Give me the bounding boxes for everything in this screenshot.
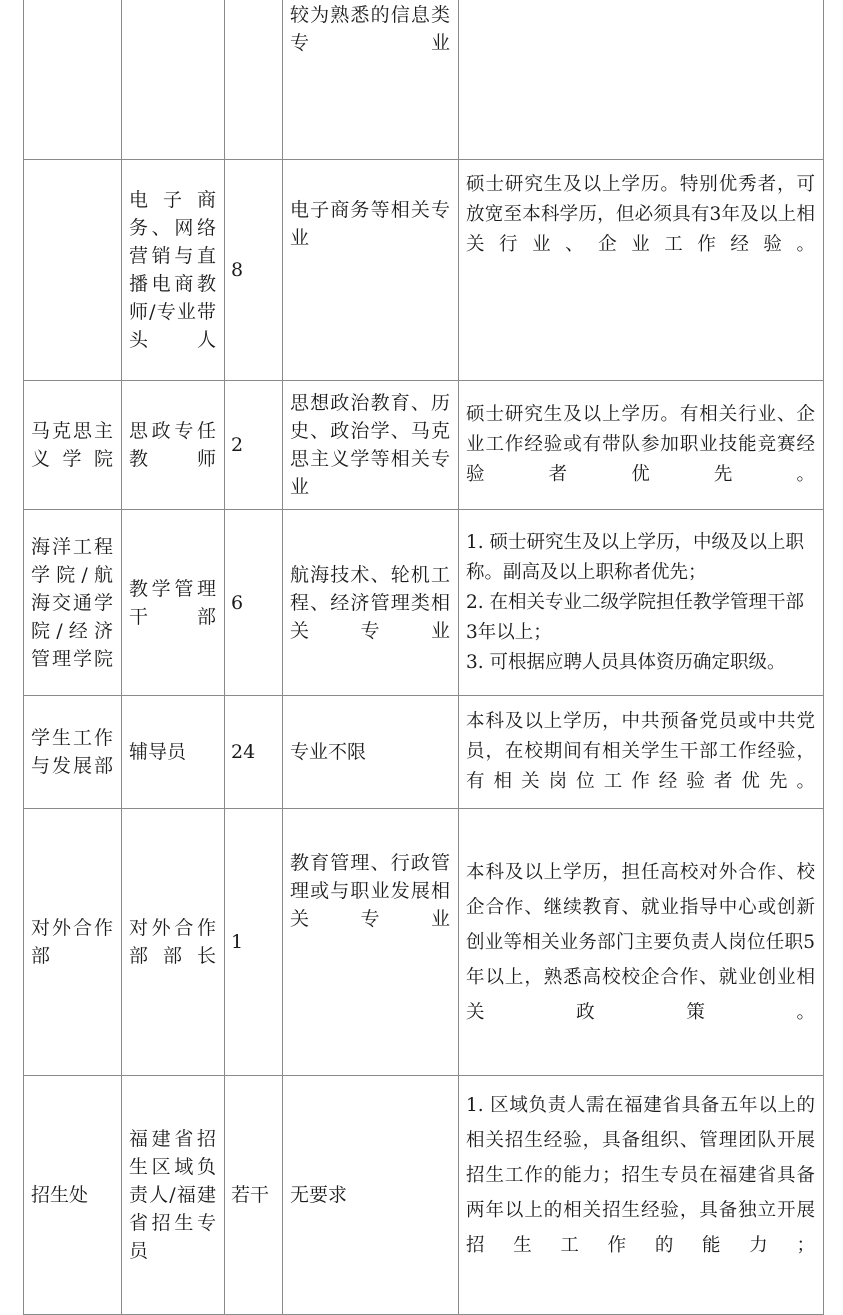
department-cell: 海洋工程学院/航海交通学院/经济管理学院 bbox=[24, 510, 122, 696]
major-cell: 思想政治教育、历史、政治学、马克思主义学等相关专业 bbox=[283, 381, 459, 510]
position-cell: 对外合作部部长 bbox=[122, 809, 225, 1076]
requirement-item: 3. 可根据应聘人员具体资历确定职级。 bbox=[466, 651, 786, 673]
department-cell bbox=[24, 160, 122, 381]
requirement-cell: 本科及以上学历，中共预备党员或中共党员，在校期间有相关学生干部工作经验，有相关岗位工作经验者优先。 bbox=[459, 696, 824, 809]
table-row bbox=[24, 809, 824, 1076]
requirement-cell bbox=[459, 0, 824, 160]
requirement-cell: 本科及以上学历，担任高校对外合作、校企合作、继续教育、就业指导中心或创新创业等相关业务部门主要负责人岗位任职5年以上，熟悉高校校企合作、就业创业相关政策。 bbox=[459, 809, 824, 1076]
department-cell: 学生工作与发展部 bbox=[24, 696, 122, 809]
major-cell: 教育管理、行政管理或与职业发展相关专业 bbox=[283, 809, 459, 1076]
headcount-cell: 1 bbox=[225, 809, 283, 1076]
headcount-cell bbox=[225, 0, 283, 160]
position-cell: 电子商务、网络营销与直播电商教师/专业带头人 bbox=[122, 160, 225, 381]
headcount-cell: 6 bbox=[225, 510, 283, 696]
headcount-cell: 24 bbox=[225, 696, 283, 809]
major-cell: 航海技术、轮机工程、经济管理类相关专业 bbox=[283, 510, 459, 696]
major-cell: 无要求 bbox=[283, 1076, 459, 1315]
position-cell: 福建省招生区域负责人/福建省招生专员 bbox=[122, 1076, 225, 1315]
table-row bbox=[24, 0, 824, 160]
requirement-cell bbox=[459, 510, 824, 696]
recruitment-table bbox=[23, 0, 824, 1315]
table-row bbox=[24, 696, 824, 809]
requirement-cell: 1. 区域负责人需在福建省具备五年以上的相关招生经验，具备组织、管理团队开展招生工作的能力；招生专员在福建省具备两年以上的相关招生经验，具备独立开展招生工作的能力； bbox=[459, 1076, 824, 1315]
headcount-cell: 2 bbox=[225, 381, 283, 510]
table-row bbox=[24, 160, 824, 381]
position-cell: 思政专任教师 bbox=[122, 381, 225, 510]
table-row bbox=[24, 381, 824, 510]
position-cell: 辅导员 bbox=[122, 696, 225, 809]
headcount-cell: 8 bbox=[225, 160, 283, 381]
position-cell: 教学管理干部 bbox=[122, 510, 225, 696]
requirement-cell: 硕士研究生及以上学历。特别优秀者，可放宽至本科学历，但必须具有3年及以上相关行业、企业工作经验。 bbox=[459, 160, 824, 381]
headcount-cell: 若干 bbox=[225, 1076, 283, 1315]
department-cell: 对外合作部 bbox=[24, 809, 122, 1076]
department-cell: 马克思主义学院 bbox=[24, 381, 122, 510]
table-row bbox=[24, 1076, 824, 1315]
requirement-item: 2. 在相关专业二级学院担任教学管理干部3年以上； bbox=[466, 591, 805, 643]
major-cell: 电子商务等相关专业 bbox=[283, 160, 459, 381]
department-cell: 招生处 bbox=[24, 1076, 122, 1315]
major-cell: 较为熟悉的信息类专业 bbox=[283, 0, 459, 160]
requirement-cell: 硕士研究生及以上学历。有相关行业、企业工作经验或有带队参加职业技能竞赛经验者优先。 bbox=[459, 381, 824, 510]
major-cell: 专业不限 bbox=[283, 696, 459, 809]
table-row bbox=[24, 510, 824, 696]
requirement-item: 1. 硕士研究生及以上学历，中级及以上职称。副高及以上职称者优先； bbox=[466, 531, 805, 583]
position-cell bbox=[122, 0, 225, 160]
department-cell bbox=[24, 0, 122, 160]
